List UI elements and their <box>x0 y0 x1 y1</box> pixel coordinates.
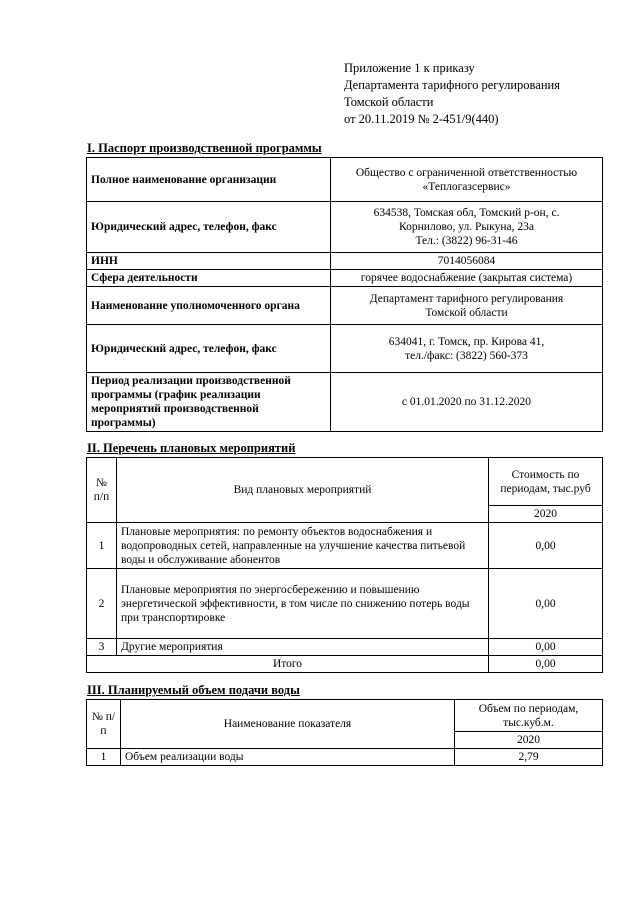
header-line: от 20.11.2019 № 2-451/9(440) <box>344 112 499 126</box>
row-vol: 2,79 <box>455 749 603 766</box>
total-value: 0,00 <box>489 656 603 673</box>
row-label: Период реализации производственной программы (график реализации мероприятий производственной программы) <box>87 373 331 432</box>
col-name-header: Наименование показателя <box>121 700 455 749</box>
row-value: 7014056084 <box>331 253 603 270</box>
row-name: Другие мероприятия <box>117 639 489 656</box>
row-label: Полное наименование организации <box>87 158 331 202</box>
row-value: горячее водоснабжение (закрытая система) <box>331 270 603 287</box>
total-label: Итого <box>87 656 489 673</box>
row-name: Плановые мероприятия по энергосбережению и повышению энергетической эффективности, в том числе по снижению потерь воды при транспортировке <box>117 569 489 639</box>
row-num: 3 <box>87 639 117 656</box>
row-value <box>331 158 603 202</box>
row-num: 2 <box>87 569 117 639</box>
section-1-title: I. Паспорт производственной программы <box>87 141 322 155</box>
table-row <box>87 253 603 270</box>
table-row <box>87 325 603 373</box>
row-value: с 01.01.2020 по 31.12.2020 <box>331 373 603 432</box>
value-line: Общество с ограниченной ответственностью <box>355 166 578 179</box>
col-year-header: 2020 <box>455 732 603 749</box>
order-annex-header <box>344 60 560 128</box>
value-line: 634041, г. Томск, пр. Кирова 41, <box>388 335 545 348</box>
value-line: Департамент тарифного регулирования <box>369 292 564 305</box>
table-row <box>87 569 603 639</box>
row-label: ИНН <box>87 253 331 270</box>
row-num: 1 <box>87 749 121 766</box>
value-line: тел./факс: (3822) 560-373 <box>405 349 528 362</box>
table-header-row <box>87 700 603 732</box>
row-name: Объем реализации воды <box>121 749 455 766</box>
row-cost: 0,00 <box>489 639 603 656</box>
row-value <box>331 202 603 253</box>
value-line: Тел.: (3822) 96-31-46 <box>415 235 518 247</box>
row-value <box>331 287 603 325</box>
value-line: Томской области <box>425 306 508 319</box>
table-row <box>87 373 603 432</box>
header-line: Департамента тарифного регулирования <box>344 78 560 92</box>
header-line: Томской области <box>344 95 434 109</box>
table-row <box>87 749 603 766</box>
row-label: Юридический адрес, телефон, факс <box>87 325 331 373</box>
table-row <box>87 270 603 287</box>
header-line: Приложение 1 к приказу <box>344 61 475 75</box>
table-row <box>87 287 603 325</box>
table-row <box>87 158 603 202</box>
row-name: Плановые мероприятия: по ремонту объектов водоснабжения и водопроводных сетей, направленные на улучшение качества питьевой воды и обслуживание абонентов <box>117 523 489 569</box>
col-num-header: № п/п <box>87 700 121 749</box>
row-label: Юридический адрес, телефон, факс <box>87 202 331 253</box>
row-cost: 0,00 <box>489 569 603 639</box>
row-label: Сфера деятельности <box>87 270 331 287</box>
value-line: 634538, Томская обл, Томский р-он, с. <box>373 207 560 219</box>
row-num: 1 <box>87 523 117 569</box>
table-row <box>87 202 603 253</box>
col-cost-header: Стоимость по периодам, тыс.руб <box>489 458 603 506</box>
row-value <box>331 325 603 373</box>
col-year-header: 2020 <box>489 506 603 523</box>
table-total-row <box>87 656 603 673</box>
section-3-title: III. Планируемый объем подачи воды <box>87 683 300 697</box>
value-line: «Теплогазсервис» <box>422 180 511 193</box>
value-line: Корнилово, ул. Рыкуна, 23а <box>399 221 534 233</box>
row-label: Наименование уполномоченного органа <box>87 287 331 325</box>
planned-measures-table <box>86 457 603 673</box>
col-name-header: Вид плановых мероприятий <box>117 458 489 523</box>
col-vol-header: Объем по периодам, тыс.куб.м. <box>455 700 603 732</box>
section-2-title: II. Перечень плановых мероприятий <box>87 441 296 455</box>
table-row <box>87 639 603 656</box>
passport-table <box>86 157 603 432</box>
row-cost: 0,00 <box>489 523 603 569</box>
water-volume-table <box>86 699 603 766</box>
col-num-header: № п/п <box>87 458 117 523</box>
table-row <box>87 523 603 569</box>
table-header-row <box>87 458 603 506</box>
